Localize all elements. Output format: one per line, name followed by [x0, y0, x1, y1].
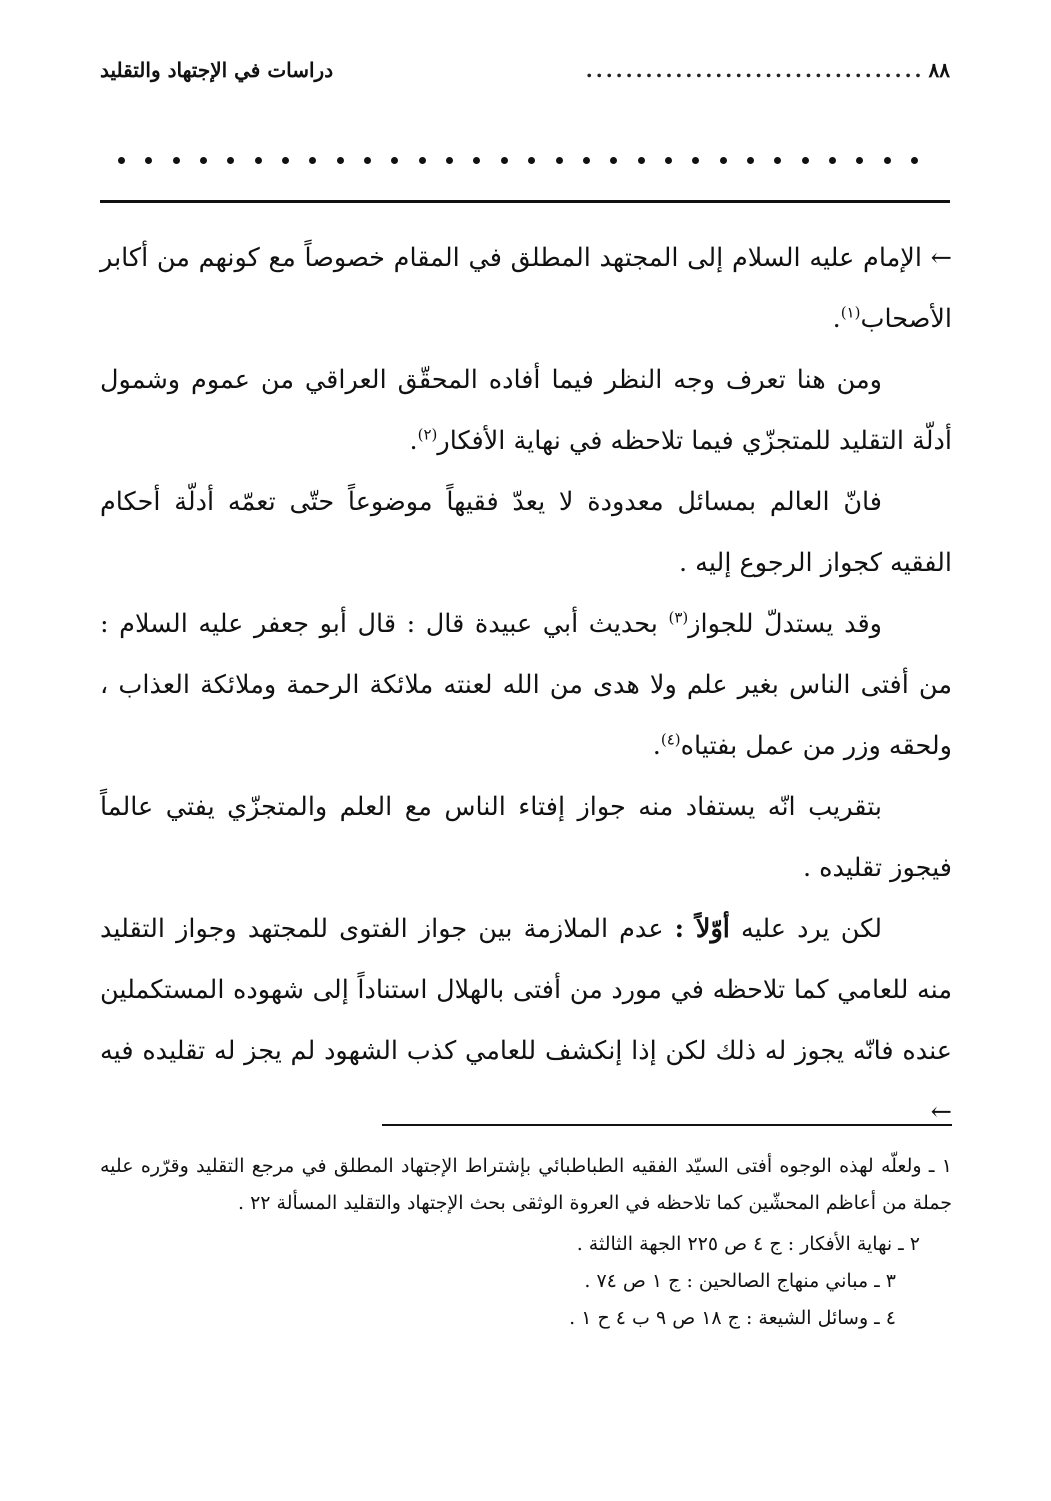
page-number: ٨٨ — [928, 58, 950, 82]
paragraph-6: لكن يرد عليه أوّلاً : عدم الملازمة بين جواز الفتوى للمجتهد وجواز التقليد منه للعامي كما تلاحظه في مورد من أفتى بالهلال استناداً إلى شهوده المستكملين عنده فانّه يجوز له ذلك لكن إذا إنكشف للعامي كذب الشهود لم يجز له تقليده فيه ← — [100, 914, 952, 1127]
paragraph-2: ومن هنا تعرف وجه النظر فيما أفاده المحقّق العراقي من عموم وشمول أدلّة التقليد للمتجزّي فيما تلاحظه في نهاية الأفكار$^{(٢)}$. — [100, 365, 952, 456]
footnote-ref-3: (٣) — [668, 608, 689, 627]
footnote-divider — [382, 1124, 952, 1126]
book-title: دراسات في الإجتهاد والتقليد — [100, 58, 334, 82]
running-header — [100, 58, 950, 82]
header-leader-dots: .................................. — [585, 58, 925, 82]
paragraph-1: ← الإمام عليه السلام إلى المجتهد المطلق في المقام خصوصاً مع كونهم من أكابر الأصحاب$^{(١)}$. — [100, 243, 952, 334]
main-text — [100, 228, 952, 1143]
dotted-ornament — [118, 140, 918, 180]
footnote-3: ٣ ـ مباني منهاج الصالحين : ج ١ ص ٧٤ . — [584, 1270, 896, 1292]
footnote-ref-1: (١) — [840, 303, 861, 322]
footnotes — [100, 1148, 952, 1337]
header-divider — [100, 200, 950, 203]
paragraph-3: فانّ العالم بمسائل معدودة لا يعدّ فقيهاً موضوعاً حتّى تعمّه أدلّة أحكام الفقيه كجواز الرجوع إليه . — [100, 487, 952, 578]
footnote-2: ٢ ـ نهاية الأفكار : ج ٤ ص ٢٢٥ الجهة الثالثة . — [576, 1233, 920, 1255]
paragraph-4: وقد يستدلّ للجواز$^{(٣)}$ بحديث أبي عبيدة قال : قال أبو جعفر عليه السلام : من أفتى الناس بغير علم ولا هدى من الله لعنته ملائكة الرحمة وملائكة العذاب ، ولحقه وزر من عمل بفتياه$^{(٤)}$. — [100, 608, 952, 761]
footnote-1: ١ ـ ولعلّه لهذه الوجوه أفتى السيّد الفقيه الطباطبائي بإشتراط الإجتهاد المطلق في مرجع التقليد وقرّره عليه جملة من أعاظم المحشّين كما تلاحظه في العروة الوثقى بحث الإجتهاد والتقليد المسألة ٢٢ . — [100, 1155, 952, 1214]
footnote-ref-4: (٤) — [660, 730, 681, 749]
footnote-4: ٤ ـ وسائل الشيعة : ج ١٨ ص ٩ ب ٤ ح ١ . — [569, 1307, 896, 1329]
emphasis-first: أوّلاً : — [674, 914, 730, 944]
paragraph-5: بتقريب انّه يستفاد منه جواز إفتاء الناس مع العلم والمتجزّي يفتي عالماً فيجوز تقليده . — [100, 792, 952, 883]
footnote-ref-2: (٢) — [417, 425, 438, 444]
